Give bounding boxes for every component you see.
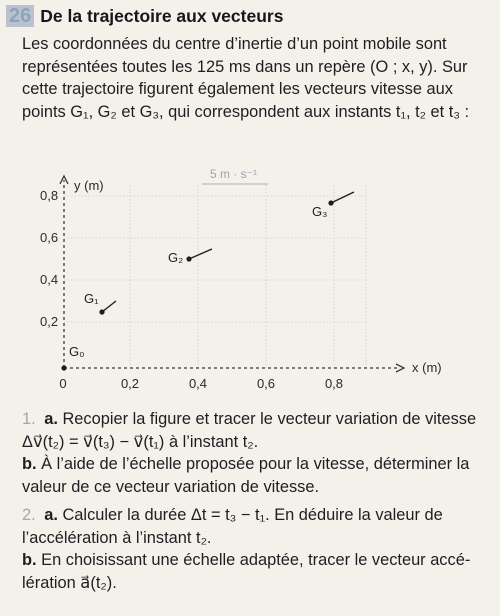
y-tick-label: 0,6 [40, 230, 59, 245]
y-tick-label: 0,4 [40, 272, 59, 287]
question-text: Calculer la durée Δt = t₃ − t₁. En déduire la valeur de [62, 506, 443, 524]
x-tick-label: 0,8 [324, 376, 344, 391]
question-text: En choisissant une échelle adaptée, tracer le vecteur accé- [41, 551, 471, 569]
point-g0 [61, 365, 66, 370]
velocity-vector-g2 [189, 249, 212, 259]
question-number: 1. [22, 410, 36, 428]
y-axis-arrow [60, 176, 68, 184]
exercise-number: 26 [6, 5, 34, 27]
trajectory-points [61, 192, 354, 371]
question-text: l’accélération à l’instant t₂. [22, 528, 212, 547]
question-2b [22, 549, 496, 572]
intro-line: points G₁, G₂ et G₃, qui correspondent aux instants t₁, t₂ et t₃ : [22, 102, 470, 121]
question-1a [22, 408, 496, 431]
intro-line: Les coordonnées du centre d’inertie d’un point mobile sont [22, 35, 447, 53]
velocity-vector-g3 [331, 192, 354, 203]
y-axis-label: y (m) [74, 178, 104, 193]
intro-line: représentées toutes les 125 ms dans un repère (O ; x, y). Sur [22, 57, 468, 76]
question-2a [22, 504, 496, 527]
velocity-scale [202, 167, 268, 184]
intro-line: cette trajectoire figurent également les vecteurs vitesse aux [22, 80, 453, 98]
question-number: 2. [22, 506, 36, 524]
questions-block [22, 408, 496, 594]
intro-paragraph [22, 33, 496, 123]
velocity-vector-g1 [102, 301, 116, 312]
x-tick-label: 0,4 [188, 376, 208, 391]
question-text: Δv⃗(t₂) = v⃗(t₃) − v⃗(t₁) à l’instant t₂. [22, 432, 259, 451]
axes [60, 176, 404, 372]
point-label-g3: G₃ [312, 204, 328, 219]
trajectory-figure [0, 150, 500, 400]
exercise-header [6, 4, 283, 28]
point-label-g1: G₁ [84, 291, 99, 306]
subquestion-label: a. [44, 506, 58, 524]
origin-label: 0 [59, 376, 67, 391]
x-tick-label: 0,6 [256, 376, 276, 391]
subquestion-label: b. [22, 455, 37, 473]
exercise-title: De la trajectoire aux vecteurs [40, 5, 284, 26]
x-axis-label: x (m) [412, 360, 442, 375]
subquestion-label: a. [44, 410, 58, 428]
point-label-g2: G₂ [168, 250, 184, 265]
question-1b [22, 453, 496, 476]
scale-label: 5 m · s⁻¹ [210, 167, 257, 181]
subquestion-label: b. [22, 551, 37, 569]
y-tick-label: 0,2 [40, 314, 59, 329]
question-text: Recopier la figure et tracer le vecteur variation de vitesse [62, 410, 477, 428]
x-axis-arrow [396, 364, 404, 372]
y-tick-label: 0,8 [40, 188, 59, 203]
point-label-g0: G₀ [69, 344, 85, 359]
question-text: À l’aide de l’échelle proposée pour la vitesse, déterminer la [41, 455, 470, 473]
question-text: valeur de ce vecteur variation de vitesse. [22, 477, 320, 496]
question-text: lération a⃗(t₂). [22, 573, 117, 592]
x-tick-label: 0,2 [120, 376, 140, 391]
